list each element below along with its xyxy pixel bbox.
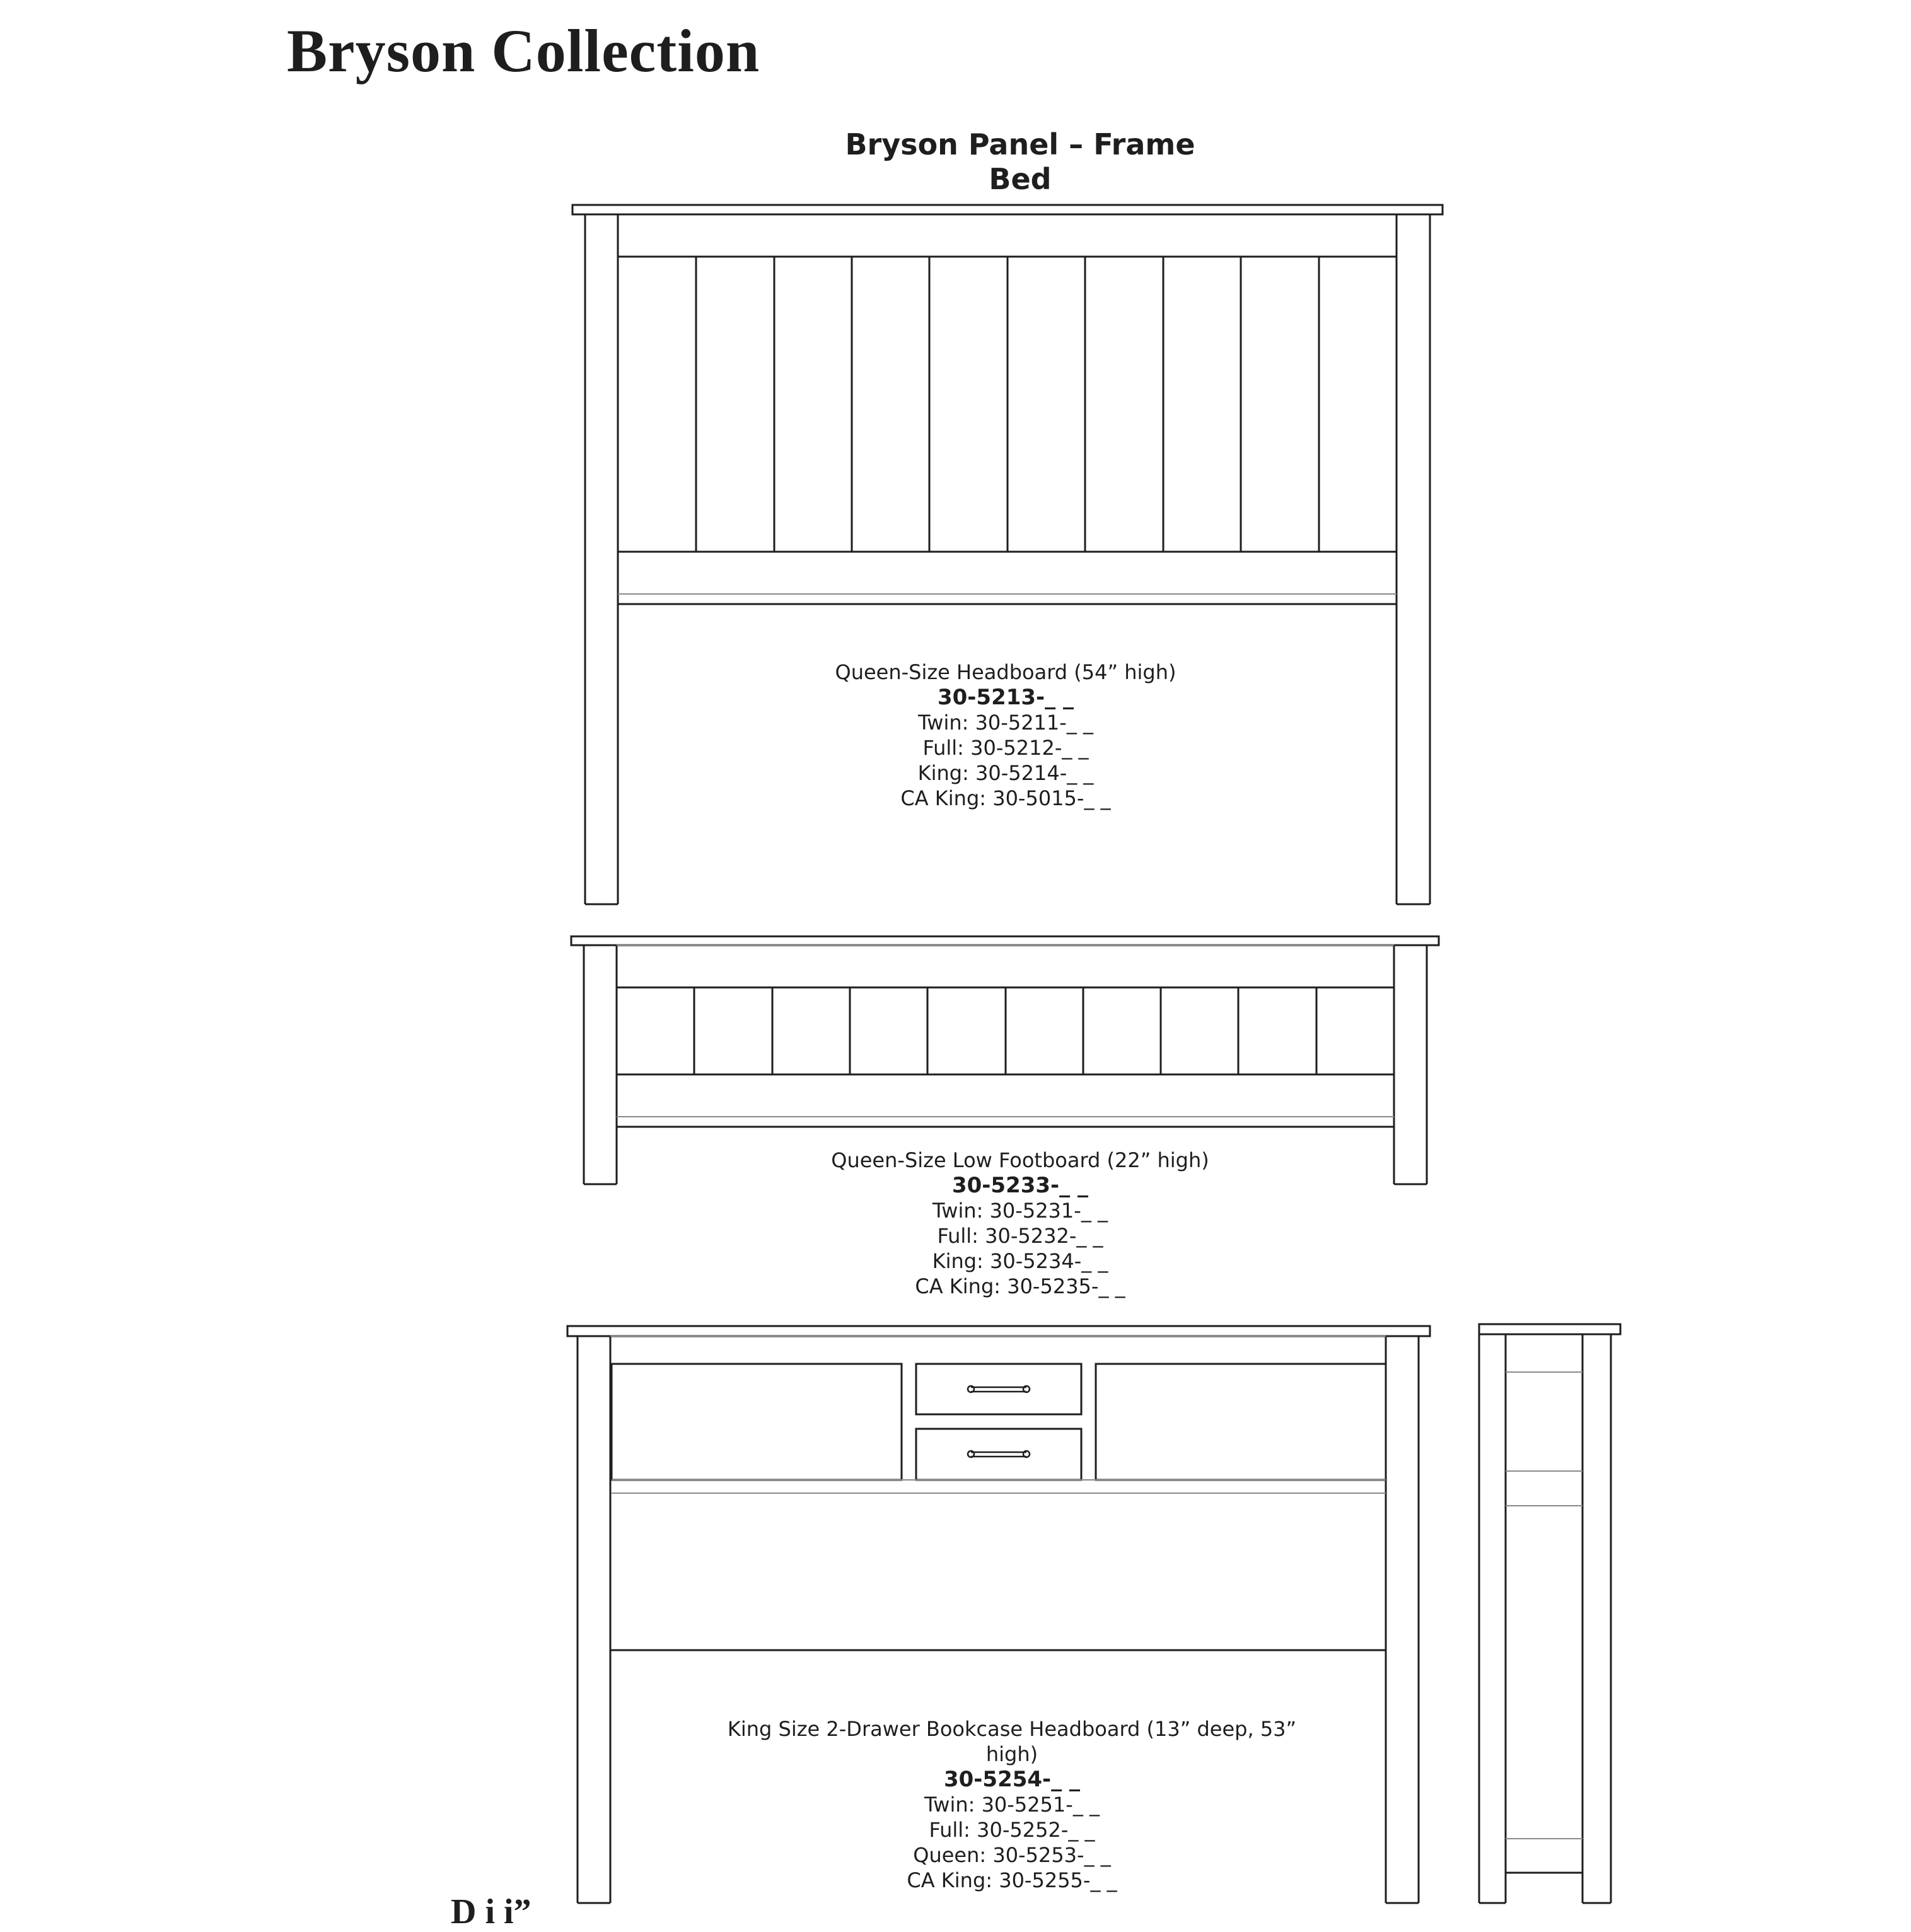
bookcase-name-line2: high) xyxy=(985,1742,1038,1766)
bookcase-caption xyxy=(697,1716,1327,1893)
footboard-variant-full: Full: 30-5232-_ _ xyxy=(937,1224,1103,1248)
footboard-caption xyxy=(768,1148,1272,1299)
footboard-variant-ca-king: CA King: 30-5235-_ _ xyxy=(915,1274,1125,1298)
bookcase-drawer-top xyxy=(916,1364,1081,1414)
headboard-caption xyxy=(753,660,1258,811)
headboard-variant-full: Full: 30-5212-_ _ xyxy=(922,736,1089,760)
headboard-slat-dividers xyxy=(696,257,1319,552)
headboard-variant-king: King: 30-5214-_ _ xyxy=(917,761,1094,785)
footboard-name: Queen-Size Low Footboard (22” high) xyxy=(831,1148,1209,1172)
headboard-variant-twin: Twin: 30-5211-_ _ xyxy=(918,711,1093,735)
page-subtitle: Bryson Panel – Frame Bed xyxy=(845,127,1195,197)
headboard-top-cap xyxy=(572,205,1443,214)
bookcase-variant-twin: Twin: 30-5251-_ _ xyxy=(924,1793,1100,1817)
bookcase-variant-ca-king: CA King: 30-5255-_ _ xyxy=(907,1868,1117,1892)
footboard-slat-dividers xyxy=(694,987,1316,1074)
headboard-variant-ca-king: CA King: 30-5015-_ _ xyxy=(900,786,1111,810)
bookcase-name-line1: King Size 2-Drawer Bookcase Headboard (13” deep, 53” xyxy=(727,1717,1297,1741)
bookcase-variant-full: Full: 30-5252-_ _ xyxy=(929,1818,1095,1842)
bookcase-top-cap xyxy=(567,1326,1430,1336)
bookcase-left-panel xyxy=(612,1364,902,1480)
footboard-top-cap xyxy=(571,936,1439,945)
drawer-pull-bottom xyxy=(968,1451,1030,1457)
headboard-sku: 30-5213-_ _ xyxy=(937,685,1074,710)
footboard-variant-king: King: 30-5234-_ _ xyxy=(932,1249,1108,1273)
bookcase-drawer-bottom xyxy=(916,1429,1081,1480)
drawer-pull-top xyxy=(968,1386,1030,1392)
bookcase-sku: 30-5254-_ _ xyxy=(943,1767,1080,1792)
bookcase-variant-queen: Queen: 30-5253-_ _ xyxy=(913,1843,1111,1867)
footboard-variant-twin: Twin: 30-5231-_ _ xyxy=(932,1199,1108,1223)
bookcase-side-view-drawing xyxy=(1479,1324,1620,1903)
bookcase-right-panel xyxy=(1096,1364,1386,1480)
page-title: Bryson Collection xyxy=(287,17,760,84)
footboard-sku: 30-5233-_ _ xyxy=(951,1173,1088,1198)
footer-cut-text: D i i” xyxy=(451,1892,531,1931)
headboard-name: Queen-Size Headboard (54” high) xyxy=(835,660,1176,684)
side-top-cap xyxy=(1479,1324,1620,1334)
